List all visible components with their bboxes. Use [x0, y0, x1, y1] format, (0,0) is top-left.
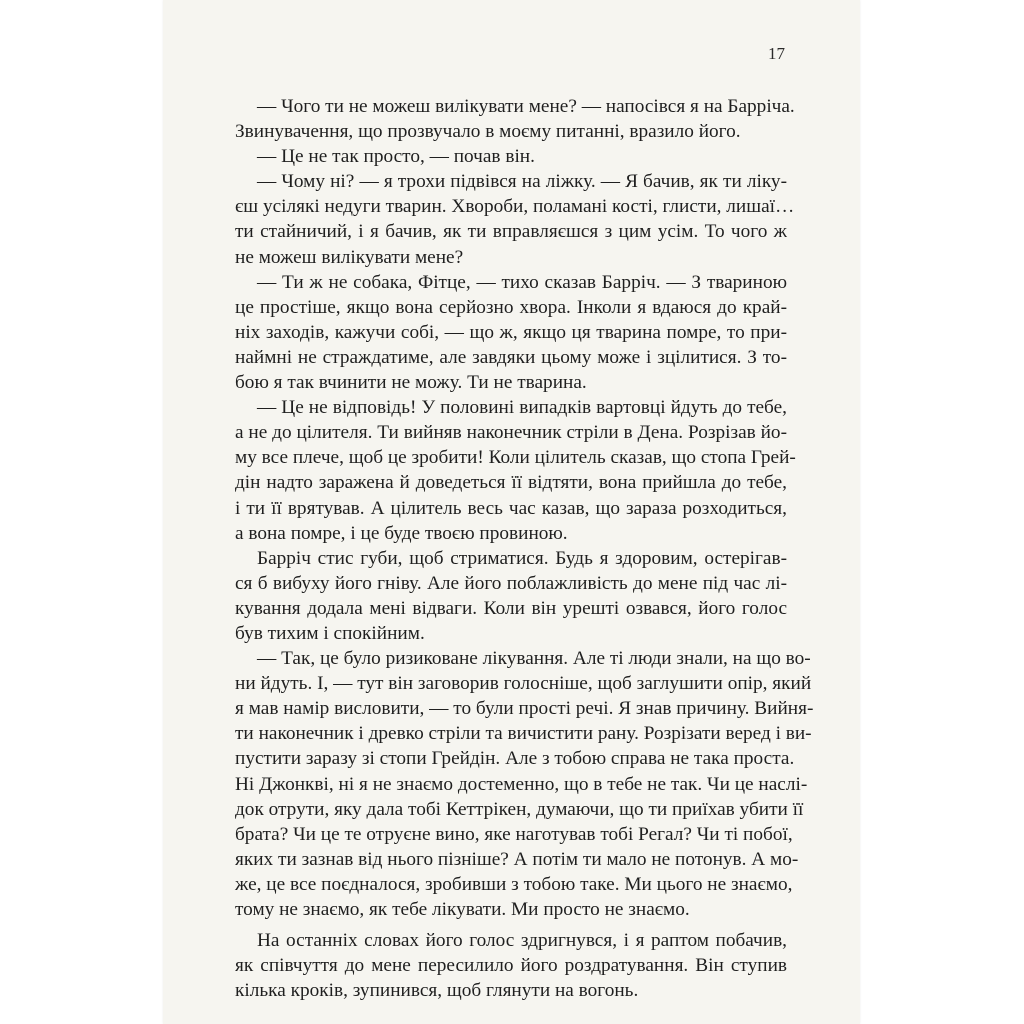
text-line: бою я так вчинити не можу. Ти не тварина.: [235, 372, 587, 394]
text-line: як співчуття до мене пересилило його роздратування. Він ступив: [235, 955, 787, 977]
text-line: пустити заразу зі стопи Грейдін. Але з тобою справа не така проста.: [235, 748, 795, 770]
text-line: був тихим і спокійним.: [235, 622, 425, 644]
text-line: я мав намір висловити, — то були прості речі. Я знав причину. Вийня-: [235, 698, 814, 720]
text-line: — Ти ж не собака, Фітце, — тихо сказав Барріч. — З твариною: [257, 271, 787, 293]
text-line: дін надто заражена й доведеться її відтяти, вона прийшла до тебе,: [235, 472, 787, 494]
text-line: не можеш вилікувати мене?: [235, 246, 464, 268]
text-line: брата? Чи це те отруєне вино, яке наготував тобі Регал? Чи ті побої,: [235, 823, 793, 845]
text-line: ся б вибуху його гніву. Але його поблажливість до мене під час лі-: [235, 572, 787, 594]
book-page: [163, 0, 860, 1024]
text-line: — Це не так просто, — почав він.: [257, 146, 535, 168]
text-line: Барріч стис губи, щоб стриматися. Будь я здоровим, остерігав-: [257, 547, 787, 569]
text-line: кілька кроків, зупинився, щоб глянути на вогонь.: [235, 980, 639, 1002]
text-line: Звинувачення, що прозвучало в моєму питанні, вразило його.: [235, 121, 741, 143]
text-line: єш усілякі недуги тварин. Хвороби, поламані кості, глисти, лишаї…: [235, 196, 795, 218]
text-line: а вона помре, і це буде твоєю провиною.: [235, 522, 568, 544]
text-line: це простіше, якщо вона серйозно хвора. Інколи я вдаюся до край-: [235, 296, 787, 318]
text-line: ніх заходів, кажучи собі, — що ж, якщо ця тварина помре, то при-: [235, 321, 787, 343]
text-line: ти стайничий, і я бачив, як ти вправляєшся з цим усім. То чого ж: [235, 221, 787, 243]
text-line: док отрути, яку дала тобі Кеттрікен, думаючи, що ти приїхав убити її: [235, 798, 804, 820]
text-line: і ти її врятував. А цілитель весь час казав, що зараза розходиться,: [235, 497, 787, 519]
text-line: — Це не відповідь! У половині випадків вартовці йдуть до тебе,: [257, 397, 787, 419]
text-line: — Так, це було ризиковане лікування. Але ті люди знали, на що во-: [257, 648, 811, 670]
text-line: Ні Джонкві, ні я не знаємо достеменно, що в тебе не так. Чи це наслі-: [235, 773, 808, 795]
text-line: а не до цілителя. Ти вийняв наконечник стріли в Дена. Розрізав йо-: [235, 422, 787, 444]
text-line: же, це все поєдналося, зробивши з тобою таке. Ми цього не знаємо,: [235, 873, 793, 895]
text-line: — Чого ти не можеш вилікувати мене? — напосівся я на Барріча.: [257, 96, 795, 117]
text-line: — Чому ні? — я трохи підвівся на ліжку. — Я бачив, як ти ліку-: [257, 171, 787, 193]
text-line: яких ти зазнав від нього пізніше? А потім ти мало не потонув. А мо-: [235, 848, 799, 870]
text-line: наймні не страждатиме, але завдяки цьому може і зцілитися. З то-: [235, 346, 787, 368]
text-line: тому не знаємо, як тебе лікувати. Ми просто не знаємо.: [235, 899, 690, 920]
text-line: ти наконечник і древко стріли та вичистити рану. Розрізати веред і ви-: [235, 723, 812, 745]
body-text: [235, 94, 814, 1003]
text-line: му все плече, щоб це зробити! Коли цілитель сказав, що стопа Грей-: [235, 447, 796, 469]
text-line: На останніх словах його голос здригнувся, і я раптом побачив,: [257, 930, 787, 952]
text-line: ни йдуть. І, — тут він заговорив голосніше, щоб заглушити опір, який: [235, 673, 812, 695]
text-line: кування додала мені відваги. Коли він урешті озвався, його голос: [235, 597, 787, 619]
page-number: 17: [768, 44, 785, 63]
